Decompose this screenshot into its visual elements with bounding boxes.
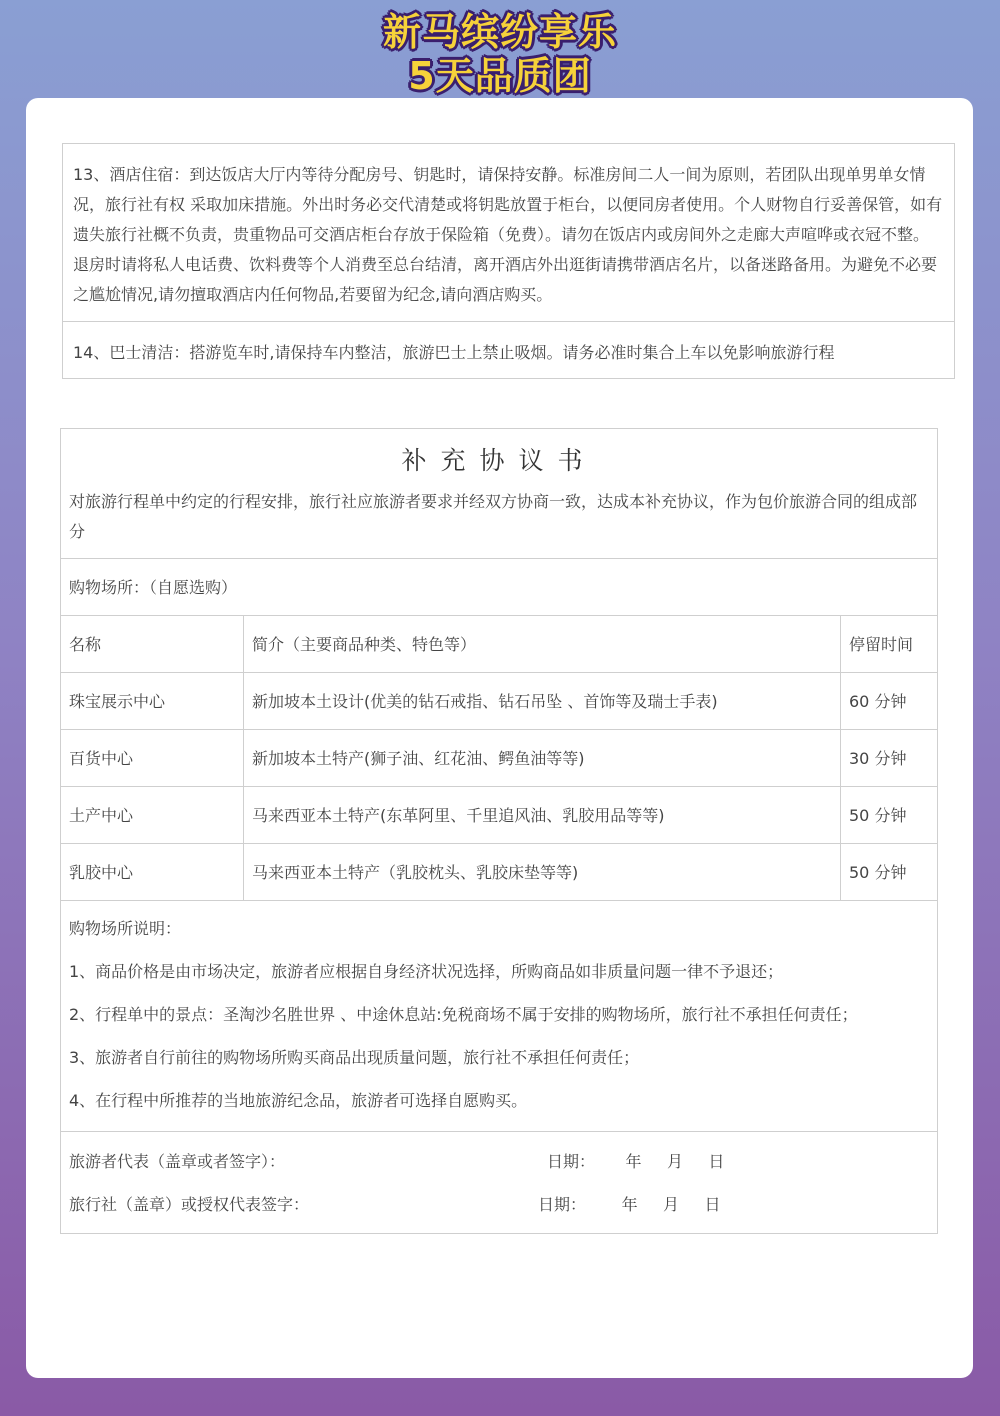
shop-name: 百货中心 — [61, 730, 244, 786]
table-header-row — [61, 616, 937, 673]
table-row — [61, 844, 937, 901]
shop-duration: 60 分钟 — [849, 692, 907, 711]
header-name: 名称 — [61, 616, 244, 672]
supplementary-agreement — [60, 428, 938, 1234]
agreement-intro: 对旅游行程单中约定的行程安排，旅行社应旅游者要求并经双方协商一致，达成本补充协议，作为包价旅游合同的组成部分 — [69, 492, 918, 541]
notice-item-14: 14、巴士清洁：搭游览车时,请保持车内整洁，旅游巴士上禁止吸烟。请务必准时集合上车以免影响旅游行程 — [73, 343, 835, 362]
note-item: 1、商品价格是由市场决定，旅游者应根据自身经济状况选择，所购商品如非质量问题一律不予退还； — [69, 962, 784, 981]
notice-item-13: 13、酒店住宿：到达饭店大厅内等待分配房号、钥匙时，请保持安静。标准房间二人一间为原则，若团队出现单男单女情况，旅行社有权 采取加床措施。外出时务必交代清楚或将钥匙放置于柜台，以便同房者使用。个人财物自行妥善保管，如有遗失旅行社概不负责，贵重物品可交酒店柜台存放于保险箱（免费）。请勿在饭店内或房间外之走廊大声喧哗或衣冠不整。退房时请将私人电话费、饮料费等个人消费至总台结清，离开酒店外出逛街请携带酒店名片，以备迷路备用。为避免不必要之尴尬情况,请勿擅取酒店内任何物品,若要留为纪念,请向酒店购买。 — [63, 144, 954, 322]
agency-signature-row — [61, 1183, 937, 1226]
table-row — [61, 787, 937, 844]
shop-description: 新加坡本土设计(优美的钻石戒指、钻石吊坠 、首饰等及瑞士手表) — [244, 673, 841, 729]
shop-name: 乳胶中心 — [61, 844, 244, 900]
content-card — [26, 98, 973, 1378]
shop-duration: 50 分钟 — [849, 806, 907, 825]
tourist-signature-label: 旅游者代表（盖章或者签字）： — [69, 1152, 286, 1171]
banner-line-1: 新马缤纷享乐 — [382, 10, 617, 54]
banner-title — [0, 0, 1000, 100]
shop-description: 马来西亚本土特产(东革阿里、千里追风油、乳胶用品等等) — [244, 787, 841, 843]
tourist-signature-row — [61, 1140, 937, 1183]
header-description: 简介（主要商品种类、特色等） — [244, 616, 841, 672]
shop-name: 土产中心 — [61, 787, 244, 843]
shop-name: 珠宝展示中心 — [61, 673, 244, 729]
shop-description: 马来西亚本土特产（乳胶枕头、乳胶床垫等等) — [244, 844, 841, 900]
note-item: 4、在行程中所推荐的当地旅游纪念品，旅游者可选择自愿购买。 — [69, 1091, 528, 1110]
shop-duration: 30 分钟 — [849, 749, 907, 768]
banner-line-2: 5天品质团 — [408, 54, 592, 98]
note-item: 3、旅游者自行前往的购物场所购买商品出现质量问题，旅行社不承担任何责任； — [69, 1048, 640, 1067]
agreement-title: 补充协议书 — [401, 446, 597, 475]
tourist-date: 日期： 年 月 日 — [547, 1152, 725, 1171]
agreement-header — [61, 429, 937, 559]
shop-description: 新加坡本土特产(狮子油、红花油、鳄鱼油等等) — [244, 730, 841, 786]
note-item: 2、行程单中的景点：圣淘沙名胜世界 、中途休息站:免税商场不属于安排的购物场所，旅行社不承担任何责任； — [69, 1005, 858, 1024]
notes-title: 购物场所说明： — [69, 919, 182, 938]
table-row — [61, 730, 937, 787]
signature-section — [61, 1132, 937, 1226]
header-duration: 停留时间 — [849, 635, 914, 654]
table-row — [61, 673, 937, 730]
shopping-label: 购物场所：（自愿选购） — [61, 559, 937, 616]
agency-signature-label: 旅行社（盖章）或授权代表签字： — [69, 1195, 310, 1214]
notices-box — [62, 143, 955, 379]
shopping-notes — [61, 901, 937, 1132]
agency-date: 日期： 年 月 日 — [538, 1195, 721, 1214]
shop-duration: 50 分钟 — [849, 863, 907, 882]
